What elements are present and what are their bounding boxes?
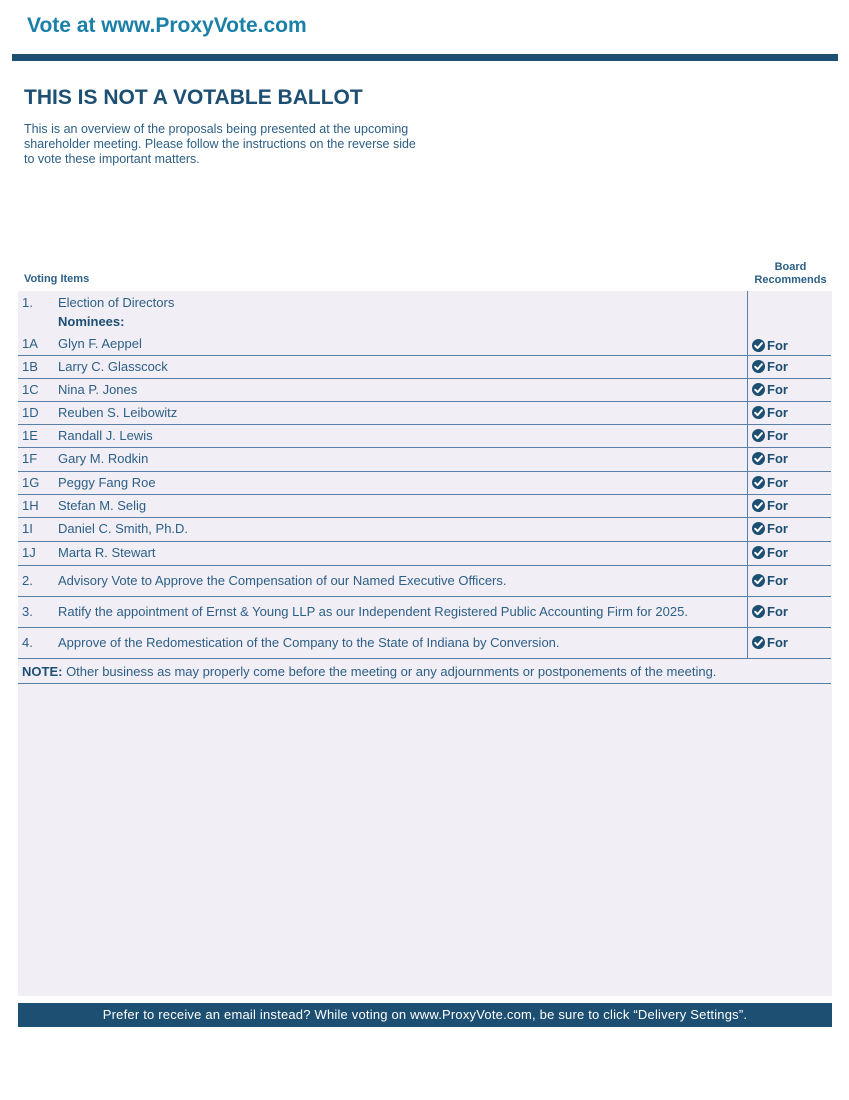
recommendation-label: For xyxy=(767,604,788,619)
column-divider xyxy=(747,541,748,565)
nominee-name: Randall J. Lewis xyxy=(58,428,153,443)
recommendation-label: For xyxy=(767,451,788,466)
board-recommendation xyxy=(752,451,788,466)
column-divider xyxy=(747,424,748,447)
column-divider xyxy=(747,447,748,471)
column-divider xyxy=(747,291,748,355)
table-row-nominee xyxy=(18,424,831,448)
nominee-name: Gary M. Rodkin xyxy=(58,451,149,466)
nominee-name: Nina P. Jones xyxy=(58,382,138,397)
note-content xyxy=(22,664,716,679)
table-row-nominee xyxy=(18,471,831,495)
item-text: Ratify the appointment of Ernst & Young LLP as our Independent Registered Public Accounting Firm for 2025. xyxy=(58,604,688,619)
nominee-number: 1J xyxy=(22,545,36,560)
note-text: Other business as may properly come before the meeting or any adjournments or postponements of the meeting. xyxy=(62,664,717,679)
table-row-proposal-2 xyxy=(18,565,831,597)
check-circle-icon xyxy=(752,339,765,352)
nominee-number: 1G xyxy=(22,475,40,490)
check-circle-icon xyxy=(752,522,765,535)
board-recommendation xyxy=(752,382,788,397)
table-row-nominee xyxy=(18,355,831,379)
nominee-number: 1H xyxy=(22,498,39,513)
item-text: Election of Directors xyxy=(58,295,175,310)
nominee-number: 1F xyxy=(22,451,38,466)
recommendation-label: For xyxy=(767,635,788,650)
recommendation-label: For xyxy=(767,498,788,513)
board-recommendation xyxy=(752,405,788,420)
board-recommendation xyxy=(752,635,788,650)
voting-items-header: Voting Items xyxy=(24,273,90,285)
intro-text: This is an overview of the proposals being presented at the upcoming shareholder meeting. Please follow the instructions on the reverse side to vote these important matters. xyxy=(24,122,416,166)
recommendation-label: For xyxy=(767,382,788,397)
nominee-number: 1E xyxy=(22,428,38,443)
board-recommendation xyxy=(752,521,788,536)
note-row xyxy=(18,659,831,684)
nominee-name: Stefan M. Selig xyxy=(58,498,147,513)
recommendation-label: For xyxy=(767,428,788,443)
recommendation-label: For xyxy=(767,405,788,420)
board-recommendation xyxy=(752,545,788,560)
nominee-name: Peggy Fang Roe xyxy=(58,475,156,490)
footer-banner: Prefer to receive an email instead? While voting on www.ProxyVote.com, be sure to click “Delivery Settings”. xyxy=(18,1003,832,1027)
table-row-proposal-3 xyxy=(18,596,831,628)
nominee-number: 1C xyxy=(22,382,39,397)
recommendation-label: For xyxy=(767,521,788,536)
board-recommendation xyxy=(752,338,788,353)
board-recommendation xyxy=(752,475,788,490)
column-divider xyxy=(747,565,748,596)
table-row-nominee xyxy=(18,541,831,566)
column-divider xyxy=(747,355,748,378)
board-recommendation xyxy=(752,498,788,513)
column-divider xyxy=(747,401,748,424)
check-circle-icon xyxy=(752,406,765,419)
nominee-name: Marta R. Stewart xyxy=(58,545,156,560)
board-recommends-header xyxy=(748,261,833,287)
table-row-item-1 xyxy=(18,291,831,356)
nominee-name: Larry C. Glasscock xyxy=(58,359,168,374)
table-row-nominee xyxy=(18,517,831,542)
table-row-nominee xyxy=(18,494,831,518)
item-text: Approve of the Redomestication of the Company to the State of Indiana by Conversion. xyxy=(58,635,560,650)
check-circle-icon xyxy=(752,636,765,649)
nominee-name: Daniel C. Smith, Ph.D. xyxy=(58,521,189,536)
board-recommendation xyxy=(752,428,788,443)
recommendation-label: For xyxy=(767,338,788,353)
check-circle-icon xyxy=(752,429,765,442)
item-number: 3. xyxy=(22,604,33,619)
recommendation-label: For xyxy=(767,545,788,560)
table-row-proposal-4 xyxy=(18,627,831,659)
note-label: NOTE: xyxy=(22,664,63,679)
column-divider xyxy=(747,596,748,627)
column-divider xyxy=(747,627,748,658)
check-circle-icon xyxy=(752,476,765,489)
check-circle-icon xyxy=(752,360,765,373)
page-title: THIS IS NOT A VOTABLE BALLOT xyxy=(24,86,363,109)
board-header-line2: Recommends xyxy=(754,274,827,286)
recommendation-label: For xyxy=(767,359,788,374)
site-url: Vote at www.ProxyVote.com xyxy=(27,14,307,37)
nominee-name: Glyn F. Aeppel xyxy=(58,336,142,351)
table-row-nominee xyxy=(18,378,831,402)
nominee-name: Reuben S. Leibowitz xyxy=(58,405,178,420)
recommendation-label: For xyxy=(767,573,788,588)
board-recommendation xyxy=(752,359,788,374)
check-circle-icon xyxy=(752,605,765,618)
item-number: 2. xyxy=(22,573,33,588)
column-divider xyxy=(747,517,748,541)
table-row-nominee xyxy=(18,447,831,472)
table-row-nominee xyxy=(18,401,831,425)
recommendation-label: For xyxy=(767,475,788,490)
board-recommendation xyxy=(752,573,788,588)
check-circle-icon xyxy=(752,546,765,559)
item-text: Advisory Vote to Approve the Compensation of our Named Executive Officers. xyxy=(58,573,507,588)
item-number: 1. xyxy=(22,295,33,310)
board-header-line1: Board xyxy=(774,261,807,273)
board-recommendation xyxy=(752,604,788,619)
check-circle-icon xyxy=(752,574,765,587)
column-divider xyxy=(747,378,748,401)
column-divider xyxy=(747,471,748,494)
nominee-number: 1B xyxy=(22,359,38,374)
top-divider xyxy=(12,54,838,61)
nominee-number: 1I xyxy=(22,521,33,536)
check-circle-icon xyxy=(752,499,765,512)
nominee-number: 1D xyxy=(22,405,39,420)
check-circle-icon xyxy=(752,383,765,396)
check-circle-icon xyxy=(752,452,765,465)
nominee-number: 1A xyxy=(22,336,38,351)
item-number: 4. xyxy=(22,635,33,650)
nominees-label: Nominees: xyxy=(58,314,125,329)
column-divider xyxy=(747,494,748,517)
